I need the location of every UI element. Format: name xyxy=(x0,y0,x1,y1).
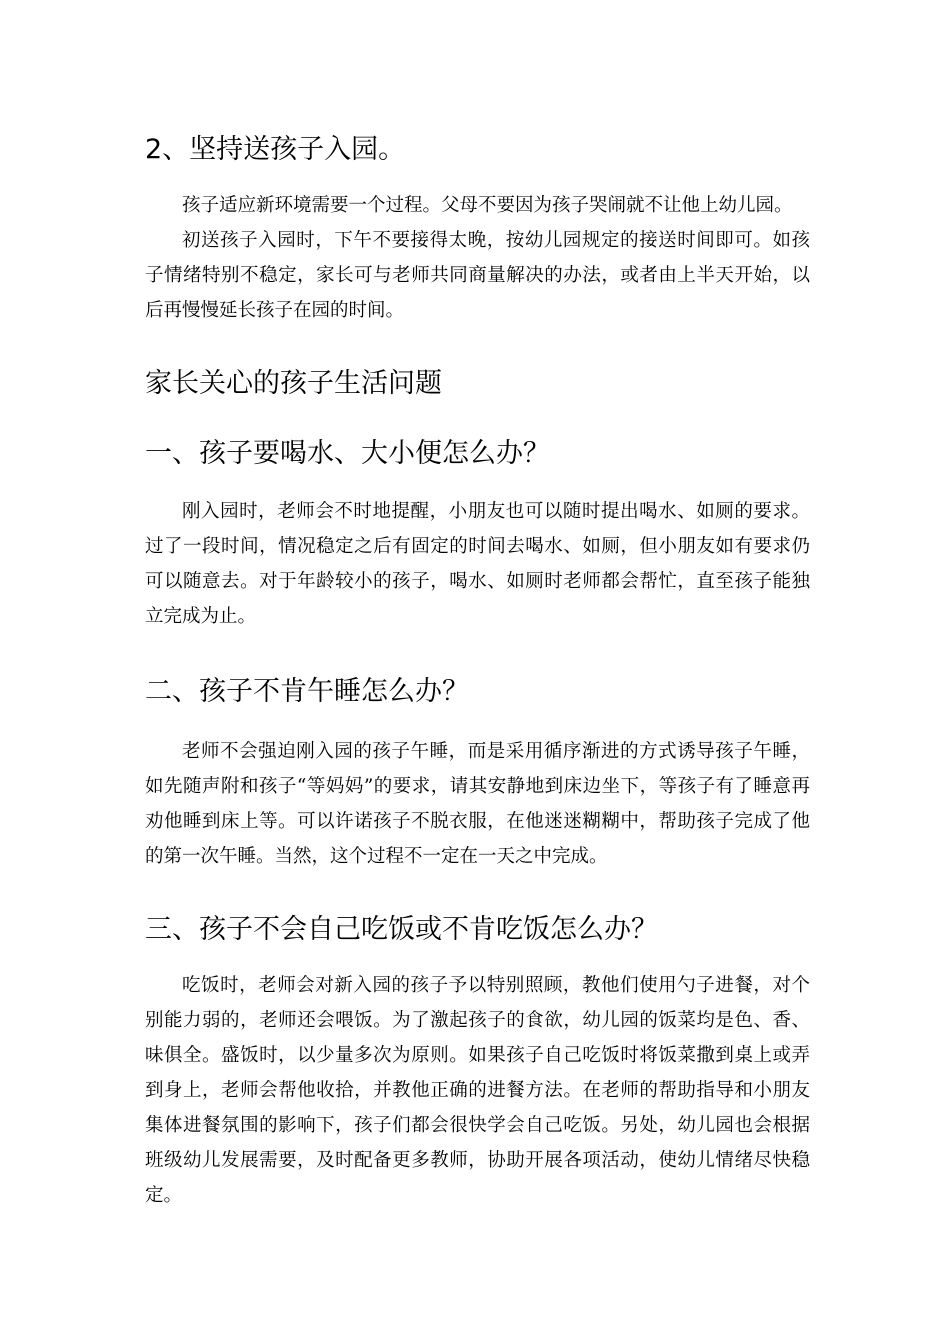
paragraph-water-toilet: 刚入园时，老师会不时地提醒，小朋友也可以随时提出喝水、如厕的要求。过了一段时间，情况稳定之后有固定的时间去喝水、如厕，但小朋友如有要求仍可以随意去。对于年龄较小的孩子，喝水、如厕时老师都会帮忙，直至孩子能独立完成为止。 xyxy=(145,501,810,627)
section-heading-persist-kindergarten: 2、坚持送孩子入园。 xyxy=(145,134,406,165)
paragraph-adaptation: 孩子适应新环境需要一个过程。父母不要因为孩子哭闹就不让他上幼儿园。 xyxy=(182,195,793,216)
question-heading-nap: 二、孩子不肯午睡怎么办？ xyxy=(145,676,469,707)
paragraph-eating: 吃饭时，老师会对新入园的孩子予以特别照顾，教他们使用勺子进餐，对个别能力弱的，老师还会喂饭。为了激起孩子的食欲，幼儿园的饭菜均是色、香、味俱全。盛饭时，以少量多次为原则。如果孩子自己吃饭时将饭菜撒到桌上或弄到身上，老师会帮他收拾，并教他正确的进餐方法。在老师的帮助指导和小朋友集体进餐氛围的影响下，孩子们都会很快学会自己吃饭。另处，幼儿园也会根据班级幼儿发展需要，及时配备更多教师，协助开展各项活动，使幼儿情绪尽快稳定。 xyxy=(145,975,810,1206)
question-heading-eating: 三、孩子不会自己吃饭或不肯吃饭怎么办？ xyxy=(145,914,658,945)
paragraph-pickup-time: 初送孩子入园时，下午不要接得太晚，按幼儿园规定的接送时间即可。如孩子情绪特别不稳定，家长可与老师共同商量解决的办法，或者由上半天开始，以后再慢慢延长孩子在园的时间。 xyxy=(145,230,810,321)
section-heading-life-issues: 家长关心的孩子生活问题 xyxy=(145,368,442,399)
question-heading-water-toilet: 一、孩子要喝水、大小便怎么办？ xyxy=(145,438,550,469)
paragraph-nap: 老师不会强迫刚入园的孩子午睡，而是采用循序渐进的方式诱导孩子午睡，如先随声附和孩子“等妈妈”的要求，请其安静地到床边坐下，等孩子有了睡意再劝他睡到床上等。可以许诺孩子不脱衣服，在他迷迷糊糊中，帮助孩子完成了他的第一次午睡。当然，这个过程不一定在一天之中完成。 xyxy=(145,741,810,867)
